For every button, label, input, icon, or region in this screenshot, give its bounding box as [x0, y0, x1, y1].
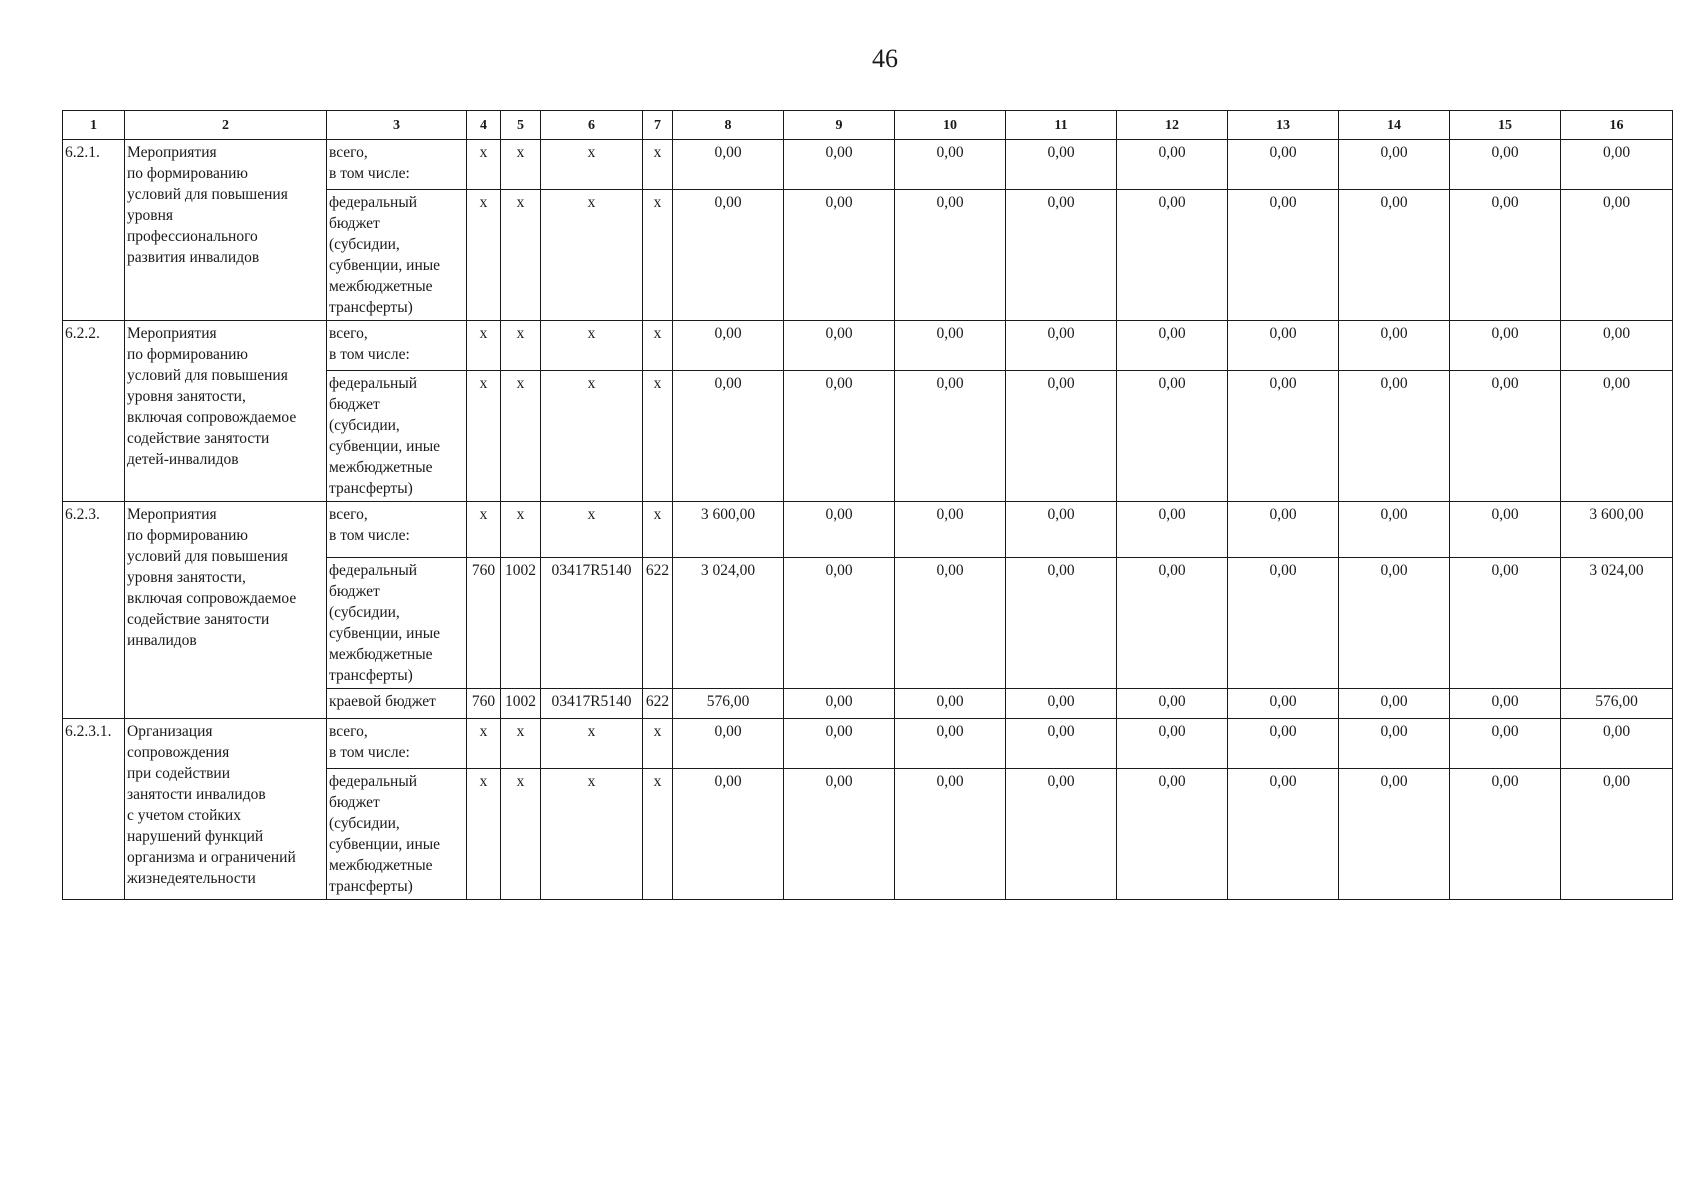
- classifier-c6: х: [541, 371, 643, 502]
- amount-cell: 0,00: [1561, 321, 1673, 371]
- amount-cell: 0,00: [1561, 190, 1673, 321]
- classifier-c7: 622: [643, 689, 673, 719]
- amount-cell: 0,00: [895, 371, 1006, 502]
- amount-cell: 0,00: [1228, 719, 1339, 769]
- amount-cell: 0,00: [1117, 502, 1228, 558]
- funding-source: федеральный бюджет (субсидии, субвенции, иные межбюджетные трансферты): [327, 769, 467, 900]
- amount-cell: 0,00: [673, 769, 784, 900]
- amount-cell: 0,00: [1450, 558, 1561, 689]
- amount-cell: 0,00: [1117, 689, 1228, 719]
- column-header-16: 16: [1561, 111, 1673, 140]
- classifier-c7: х: [643, 140, 673, 190]
- amount-cell: 0,00: [1117, 371, 1228, 502]
- classifier-c5: х: [501, 502, 541, 558]
- amount-cell: 0,00: [673, 190, 784, 321]
- column-header-15: 15: [1450, 111, 1561, 140]
- amount-cell: 0,00: [1228, 689, 1339, 719]
- amount-cell: 0,00: [1450, 719, 1561, 769]
- amount-cell: 0,00: [1339, 321, 1450, 371]
- column-header-11: 11: [1006, 111, 1117, 140]
- amount-cell: 3 600,00: [673, 502, 784, 558]
- classifier-c7: х: [643, 321, 673, 371]
- amount-cell: 0,00: [784, 558, 895, 689]
- amount-cell: 3 024,00: [673, 558, 784, 689]
- amount-cell: 0,00: [1006, 140, 1117, 190]
- row-name: Организация сопровождения при содействии занятости инвалидов с учетом стойких нарушений функций организма и ограничений жизнедеятельности: [125, 719, 327, 900]
- amount-cell: 0,00: [784, 689, 895, 719]
- amount-cell: 0,00: [1228, 502, 1339, 558]
- amount-cell: 0,00: [1006, 321, 1117, 371]
- column-header-1: 1: [63, 111, 125, 140]
- amount-cell: 576,00: [673, 689, 784, 719]
- classifier-c7: х: [643, 190, 673, 321]
- classifier-c4: х: [467, 190, 501, 321]
- amount-cell: 0,00: [1450, 140, 1561, 190]
- amount-cell: 0,00: [673, 321, 784, 371]
- classifier-c5: 1002: [501, 558, 541, 689]
- amount-cell: 0,00: [1117, 321, 1228, 371]
- classifier-c5: х: [501, 321, 541, 371]
- row-name: Мероприятия по формированию условий для повышения уровня занятости, включая сопровождаемое содействие занятости инвалидов: [125, 502, 327, 719]
- amount-cell: 0,00: [1450, 502, 1561, 558]
- classifier-c4: х: [467, 769, 501, 900]
- amount-cell: 0,00: [895, 769, 1006, 900]
- amount-cell: 3 024,00: [1561, 558, 1673, 689]
- classifier-c4: 760: [467, 689, 501, 719]
- amount-cell: 0,00: [895, 502, 1006, 558]
- classifier-c7: х: [643, 502, 673, 558]
- amount-cell: 0,00: [1228, 371, 1339, 502]
- amount-cell: 0,00: [784, 719, 895, 769]
- amount-cell: 0,00: [1450, 689, 1561, 719]
- column-header-10: 10: [895, 111, 1006, 140]
- amount-cell: 0,00: [1006, 689, 1117, 719]
- amount-cell: 0,00: [1561, 769, 1673, 900]
- column-header-4: 4: [467, 111, 501, 140]
- amount-cell: 0,00: [1561, 719, 1673, 769]
- amount-cell: 0,00: [1450, 190, 1561, 321]
- table-header: [63, 111, 1673, 140]
- funding-source: всего, в том числе:: [327, 321, 467, 371]
- amount-cell: 0,00: [1339, 719, 1450, 769]
- classifier-c5: х: [501, 769, 541, 900]
- classifier-c5: х: [501, 190, 541, 321]
- row-code: 6.2.1.: [63, 140, 125, 321]
- column-header-13: 13: [1228, 111, 1339, 140]
- amount-cell: 0,00: [673, 371, 784, 502]
- classifier-c6: х: [541, 140, 643, 190]
- amount-cell: 0,00: [1228, 190, 1339, 321]
- amount-cell: 0,00: [784, 140, 895, 190]
- column-header-7: 7: [643, 111, 673, 140]
- row-code: 6.2.3.: [63, 502, 125, 719]
- amount-cell: 0,00: [673, 719, 784, 769]
- amount-cell: 0,00: [1228, 140, 1339, 190]
- funding-source: федеральный бюджет (субсидии, субвенции, иные межбюджетные трансферты): [327, 190, 467, 321]
- classifier-c6: х: [541, 719, 643, 769]
- amount-cell: 0,00: [784, 769, 895, 900]
- amount-cell: 0,00: [1117, 140, 1228, 190]
- amount-cell: 0,00: [784, 321, 895, 371]
- amount-cell: 0,00: [1117, 719, 1228, 769]
- funding-source: всего, в том числе:: [327, 140, 467, 190]
- page-number: 46: [872, 44, 898, 73]
- amount-cell: 0,00: [895, 689, 1006, 719]
- amount-cell: 0,00: [1228, 558, 1339, 689]
- classifier-c7: 622: [643, 558, 673, 689]
- amount-cell: 0,00: [784, 371, 895, 502]
- amount-cell: 0,00: [784, 190, 895, 321]
- amount-cell: 0,00: [1339, 190, 1450, 321]
- table-row: [63, 140, 1673, 190]
- classifier-c4: 760: [467, 558, 501, 689]
- amount-cell: 0,00: [1228, 321, 1339, 371]
- classifier-c7: х: [643, 371, 673, 502]
- amount-cell: 0,00: [1339, 769, 1450, 900]
- amount-cell: 0,00: [895, 321, 1006, 371]
- amount-cell: 0,00: [1339, 371, 1450, 502]
- amount-cell: 0,00: [895, 140, 1006, 190]
- column-header-8: 8: [673, 111, 784, 140]
- classifier-c6: 03417R5140: [541, 558, 643, 689]
- amount-cell: 0,00: [1561, 140, 1673, 190]
- amount-cell: 0,00: [784, 502, 895, 558]
- amount-cell: 0,00: [895, 719, 1006, 769]
- classifier-c5: х: [501, 719, 541, 769]
- classifier-c5: х: [501, 371, 541, 502]
- classifier-c4: х: [467, 719, 501, 769]
- column-header-12: 12: [1117, 111, 1228, 140]
- column-header-5: 5: [501, 111, 541, 140]
- classifier-c6: х: [541, 502, 643, 558]
- column-header-2: 2: [125, 111, 327, 140]
- amount-cell: 0,00: [895, 190, 1006, 321]
- amount-cell: 3 600,00: [1561, 502, 1673, 558]
- row-code: 6.2.3.1.: [63, 719, 125, 900]
- amount-cell: 0,00: [1450, 371, 1561, 502]
- amount-cell: 0,00: [1117, 190, 1228, 321]
- amount-cell: 0,00: [1339, 689, 1450, 719]
- amount-cell: 0,00: [1339, 502, 1450, 558]
- classifier-c5: 1002: [501, 689, 541, 719]
- classifier-c4: х: [467, 140, 501, 190]
- column-header-3: 3: [327, 111, 467, 140]
- amount-cell: 0,00: [895, 558, 1006, 689]
- classifier-c7: х: [643, 769, 673, 900]
- table-row: [63, 719, 1673, 769]
- amount-cell: 0,00: [1228, 769, 1339, 900]
- classifier-c6: 03417R5140: [541, 689, 643, 719]
- row-name: Мероприятия по формированию условий для повышения уровня профессионального развития инвалидов: [125, 140, 327, 321]
- amount-cell: 0,00: [1450, 321, 1561, 371]
- amount-cell: 0,00: [1006, 558, 1117, 689]
- amount-cell: 576,00: [1561, 689, 1673, 719]
- amount-cell: 0,00: [1117, 558, 1228, 689]
- funding-source: краевой бюджет: [327, 689, 467, 719]
- column-header-9: 9: [784, 111, 895, 140]
- funding-source: федеральный бюджет (субсидии, субвенции, иные межбюджетные трансферты): [327, 371, 467, 502]
- budget-table: [62, 110, 1673, 900]
- column-header-14: 14: [1339, 111, 1450, 140]
- amount-cell: 0,00: [1006, 502, 1117, 558]
- classifier-c6: х: [541, 190, 643, 321]
- funding-source: федеральный бюджет (субсидии, субвенции, иные межбюджетные трансферты): [327, 558, 467, 689]
- classifier-c4: х: [467, 371, 501, 502]
- classifier-c6: х: [541, 769, 643, 900]
- table-row: [63, 321, 1673, 371]
- classifier-c7: х: [643, 719, 673, 769]
- amount-cell: 0,00: [1006, 719, 1117, 769]
- amount-cell: 0,00: [1006, 769, 1117, 900]
- classifier-c4: х: [467, 321, 501, 371]
- classifier-c4: х: [467, 502, 501, 558]
- funding-source: всего, в том числе:: [327, 719, 467, 769]
- amount-cell: 0,00: [1450, 769, 1561, 900]
- classifier-c5: х: [501, 140, 541, 190]
- amount-cell: 0,00: [1006, 190, 1117, 321]
- amount-cell: 0,00: [1339, 558, 1450, 689]
- table-row: [63, 502, 1673, 558]
- row-code: 6.2.2.: [63, 321, 125, 502]
- amount-cell: 0,00: [1339, 140, 1450, 190]
- funding-source: всего, в том числе:: [327, 502, 467, 558]
- row-name: Мероприятия по формированию условий для повышения уровня занятости, включая сопровождаемое содействие занятости детей-инвалидов: [125, 321, 327, 502]
- column-header-6: 6: [541, 111, 643, 140]
- amount-cell: 0,00: [673, 140, 784, 190]
- amount-cell: 0,00: [1117, 769, 1228, 900]
- table-body: [63, 140, 1673, 900]
- classifier-c6: х: [541, 321, 643, 371]
- amount-cell: 0,00: [1006, 371, 1117, 502]
- amount-cell: 0,00: [1561, 371, 1673, 502]
